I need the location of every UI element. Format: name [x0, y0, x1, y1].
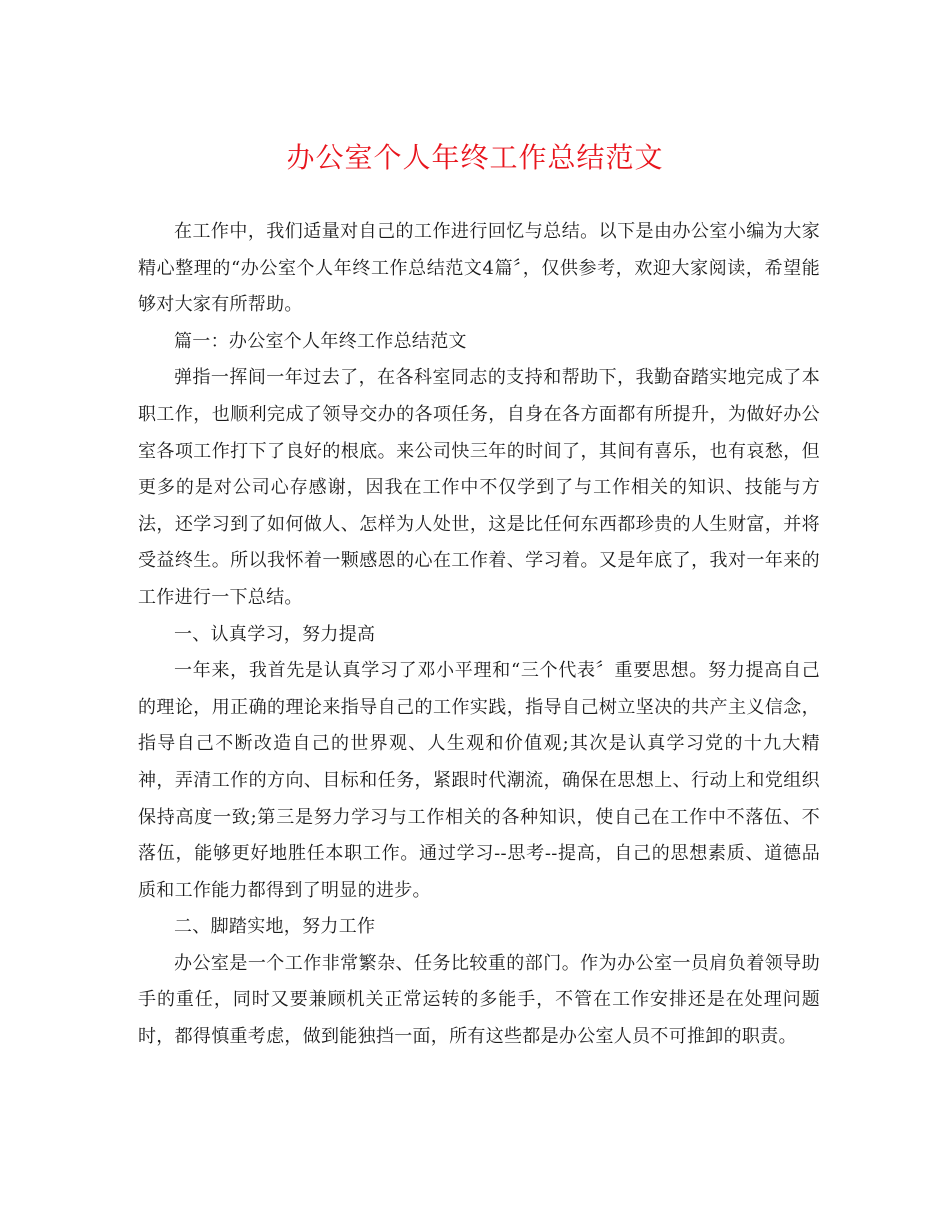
paragraph-study: 一年来，我首先是认真学习了邓小平理和“三个代表〞重要思想。努力提高自己的理论，用正确的理论来指导自己的工作实践，指导自己树立坚决的共产主义信念，指导自己不断改造自己的世界观、人生观和价值观;其次是认真学习党的十九大精神，弄清工作的方向、目标和任务，紧跟时代潮流，确保在思想上、行动上和党组织保持高度一致;第三是努力学习与工作相关的各种知识，使自己在工作中不落伍、不落伍，能够更好地胜任本职工作。通过学习--思考--提高，自己的思想素质、道德品质和工作能力都得到了明显的进步。 [138, 660, 820, 901]
section-heading-work: 二、脚踏实地，努力工作 [174, 916, 376, 938]
paragraph-intro: 在工作中，我们适量对自己的工作进行回忆与总结。以下是由办公室小编为大家精心整理的“办公室个人年终工作总结范文4篇〞，仅供参考，欢迎大家阅读，希望能够对大家有所帮助。 [138, 221, 820, 316]
document-title: 办公室个人年终工作总结范文 [286, 141, 664, 174]
paragraph-work: 办公室是一个工作非常繁杂、任务比较重的部门。作为办公室一员肩负着领导助手的重任，同时又要兼顾机关正常运转的多能手，不管在工作安排还是在处理问题时，都得慎重考虑，做到能独挡一面，所有这些都是办公室人员不可推卸的职责。 [138, 952, 820, 1048]
section-heading-study: 一、认真学习，努力提高 [174, 623, 376, 645]
section-heading-part-one: 篇一：办公室个人年终工作总结范文 [174, 330, 467, 352]
paragraph-opening: 弹指一挥间一年过去了，在各科室同志的支持和帮助下，我勤奋踏实地完成了本职工作，也顺利完成了领导交办的各项任务，自身在各方面都有所提升，为做好办公室各项工作打下了良好的根底。来公司快三年的时间了，其间有喜乐，也有哀愁，但更多的是对公司心存感谢，因我在工作中不仅学到了与工作相关的知识、技能与方法，还学习到了如何做人、怎样为人处世，这是比任何东西都珍贵的人生财富，并将受益终生。所以我怀着一颗感恩的心在工作着、学习着。又是年底了，我对一年来的工作进行一下总结。 [138, 367, 820, 608]
document-body [138, 214, 820, 1056]
